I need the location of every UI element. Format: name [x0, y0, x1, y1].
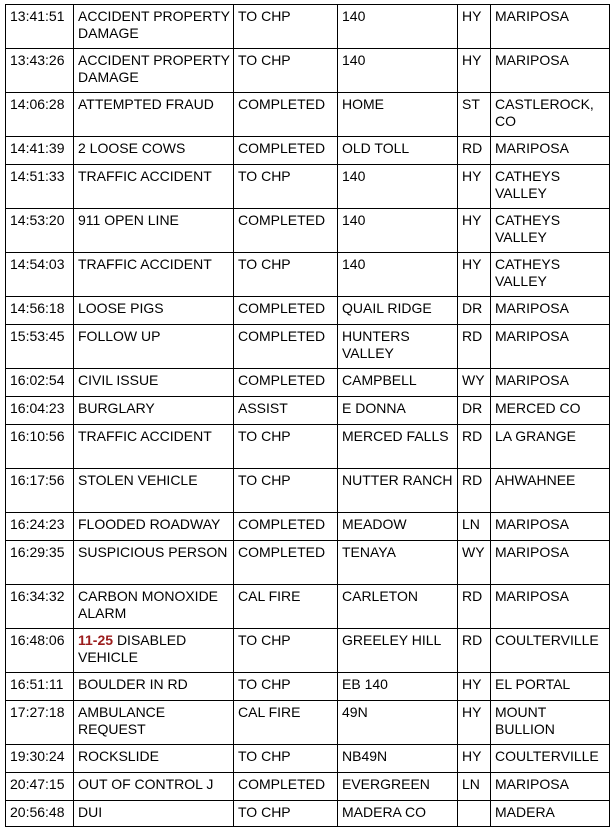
city-cell: COULTERVILLE — [491, 745, 610, 773]
street-cell: NB49N — [338, 745, 458, 773]
city-cell: MARIPOSA — [491, 297, 610, 325]
street-cell: GREELEY HILL — [338, 629, 458, 673]
call-type-text: BOULDER IN RD — [78, 676, 188, 692]
call-type-cell — [74, 425, 234, 469]
disposition-cell: TO CHP — [234, 801, 338, 827]
call-type-text: TRAFFIC ACCIDENT — [78, 428, 212, 444]
table-row — [6, 629, 610, 673]
disposition-cell: TO CHP — [234, 5, 338, 49]
street-suffix-cell: DR — [458, 297, 491, 325]
street-suffix-cell — [458, 801, 491, 827]
table-row — [6, 165, 610, 209]
table-row — [6, 93, 610, 137]
call-time-cell: 16:04:23 — [6, 397, 74, 425]
call-time-cell: 20:56:48 — [6, 801, 74, 827]
table-row — [6, 369, 610, 397]
city-cell: COULTERVILLE — [491, 629, 610, 673]
call-time-cell: 14:54:03 — [6, 253, 74, 297]
call-time-cell: 16:10:56 — [6, 425, 74, 469]
call-time-cell: 14:56:18 — [6, 297, 74, 325]
table-row — [6, 49, 610, 93]
city-cell: CATHEYS VALLEY — [491, 209, 610, 253]
street-cell: HOME — [338, 93, 458, 137]
call-time-cell: 16:29:35 — [6, 541, 74, 585]
city-cell: MARIPOSA — [491, 773, 610, 801]
street-cell: E DONNA — [338, 397, 458, 425]
disposition-cell: TO CHP — [234, 49, 338, 93]
call-time-cell: 16:02:54 — [6, 369, 74, 397]
city-cell: MADERA — [491, 801, 610, 827]
call-type-cell — [74, 629, 234, 673]
table-row — [6, 541, 610, 585]
table-row — [6, 253, 610, 297]
street-suffix-cell: HY — [458, 165, 491, 209]
street-cell: TENAYA — [338, 541, 458, 585]
street-suffix-cell: RD — [458, 325, 491, 369]
call-type-cell — [74, 297, 234, 325]
street-cell: MERCED FALLS — [338, 425, 458, 469]
call-type-cell — [74, 93, 234, 137]
disposition-cell: COMPLETED — [234, 209, 338, 253]
city-cell: MARIPOSA — [491, 49, 610, 93]
call-time-cell: 16:17:56 — [6, 469, 74, 513]
call-type-text: 2 LOOSE COWS — [78, 140, 186, 156]
city-cell: MARIPOSA — [491, 369, 610, 397]
call-type-cell — [74, 541, 234, 585]
call-time-cell: 13:41:51 — [6, 5, 74, 49]
disposition-cell: TO CHP — [234, 253, 338, 297]
city-cell: MARIPOSA — [491, 513, 610, 541]
street-suffix-cell: RD — [458, 425, 491, 469]
call-type-cell — [74, 49, 234, 93]
call-type-text: CARBON MONOXIDE ALARM — [78, 588, 219, 621]
table-row — [6, 469, 610, 513]
disposition-cell: COMPLETED — [234, 93, 338, 137]
table-row — [6, 773, 610, 801]
street-cell: HUNTERS VALLEY — [338, 325, 458, 369]
call-type-text: SUSPICIOUS PERSON — [78, 544, 228, 560]
call-type-text: DISABLED VEHICLE — [78, 632, 187, 665]
street-suffix-cell: HY — [458, 673, 491, 701]
city-cell: CATHEYS VALLEY — [491, 253, 610, 297]
table-row — [6, 425, 610, 469]
city-cell: MARIPOSA — [491, 325, 610, 369]
call-type-text: ATTEMPTED FRAUD — [78, 96, 214, 112]
call-type-text: 911 OPEN LINE — [78, 212, 179, 228]
call-type-text: ACCIDENT PROPERTY DAMAGE — [78, 52, 230, 85]
city-cell: MARIPOSA — [491, 541, 610, 585]
disposition-cell: TO CHP — [234, 469, 338, 513]
call-type-text: ACCIDENT PROPERTY DAMAGE — [78, 8, 230, 41]
disposition-cell: COMPLETED — [234, 513, 338, 541]
street-cell: 140 — [338, 209, 458, 253]
city-cell: CASTLEROCK, CO — [491, 93, 610, 137]
call-type-cell — [74, 5, 234, 49]
call-type-cell — [74, 397, 234, 425]
street-suffix-cell: HY — [458, 745, 491, 773]
street-suffix-cell: LN — [458, 773, 491, 801]
table-row — [6, 397, 610, 425]
street-suffix-cell: HY — [458, 5, 491, 49]
table-row — [6, 745, 610, 773]
call-type-cell — [74, 469, 234, 513]
call-type-cell — [74, 253, 234, 297]
call-time-cell: 13:43:26 — [6, 49, 74, 93]
call-type-text: FLOODED ROADWAY — [78, 516, 221, 532]
call-time-cell: 16:48:06 — [6, 629, 74, 673]
call-type-cell — [74, 585, 234, 629]
street-suffix-cell: HY — [458, 701, 491, 745]
call-type-text: TRAFFIC ACCIDENT — [78, 256, 212, 272]
street-suffix-cell: HY — [458, 253, 491, 297]
call-type-cell — [74, 513, 234, 541]
street-cell: NUTTER RANCH — [338, 469, 458, 513]
street-suffix-cell: RD — [458, 469, 491, 513]
city-cell: CATHEYS VALLEY — [491, 165, 610, 209]
call-time-cell: 17:27:18 — [6, 701, 74, 745]
disposition-cell: TO CHP — [234, 629, 338, 673]
call-time-cell: 16:51:11 — [6, 673, 74, 701]
call-type-cell — [74, 745, 234, 773]
street-suffix-cell: LN — [458, 513, 491, 541]
call-type-text: TRAFFIC ACCIDENT — [78, 168, 212, 184]
call-time-cell: 16:24:23 — [6, 513, 74, 541]
call-time-cell: 19:30:24 — [6, 745, 74, 773]
call-type-cell — [74, 325, 234, 369]
call-type-cell — [74, 165, 234, 209]
street-suffix-cell: DR — [458, 397, 491, 425]
table-row — [6, 701, 610, 745]
street-cell: 140 — [338, 49, 458, 93]
street-cell: CAMPBELL — [338, 369, 458, 397]
disposition-cell: CAL FIRE — [234, 701, 338, 745]
call-type-text: AMBULANCE REQUEST — [78, 704, 166, 737]
street-cell: 49N — [338, 701, 458, 745]
disposition-cell: TO CHP — [234, 673, 338, 701]
call-type-text: DUI — [78, 804, 103, 820]
call-log-table — [5, 4, 610, 827]
street-suffix-cell: RD — [458, 137, 491, 165]
street-cell: EVERGREEN — [338, 773, 458, 801]
city-cell: MARIPOSA — [491, 137, 610, 165]
street-cell: QUAIL RIDGE — [338, 297, 458, 325]
disposition-cell: COMPLETED — [234, 773, 338, 801]
table-row — [6, 297, 610, 325]
disposition-cell: COMPLETED — [234, 325, 338, 369]
street-suffix-cell: ST — [458, 93, 491, 137]
city-cell: EL PORTAL — [491, 673, 610, 701]
disposition-cell: COMPLETED — [234, 297, 338, 325]
city-cell: AHWAHNEE — [491, 469, 610, 513]
street-cell: EB 140 — [338, 673, 458, 701]
street-suffix-cell: RD — [458, 585, 491, 629]
street-cell: 140 — [338, 165, 458, 209]
table-row — [6, 585, 610, 629]
call-type-cell — [74, 137, 234, 165]
city-cell: MERCED CO — [491, 397, 610, 425]
disposition-cell: COMPLETED — [234, 137, 338, 165]
street-suffix-cell: HY — [458, 49, 491, 93]
city-cell: MOUNT BULLION — [491, 701, 610, 745]
call-log-body — [6, 5, 610, 827]
disposition-cell: CAL FIRE — [234, 585, 338, 629]
call-time-cell: 16:34:32 — [6, 585, 74, 629]
disposition-cell: COMPLETED — [234, 369, 338, 397]
disposition-cell: TO CHP — [234, 165, 338, 209]
city-cell: MARIPOSA — [491, 5, 610, 49]
disposition-cell: TO CHP — [234, 425, 338, 469]
street-suffix-cell: WY — [458, 369, 491, 397]
call-type-text: ROCKSLIDE — [78, 748, 159, 764]
call-type-cell — [74, 701, 234, 745]
call-time-cell: 14:41:39 — [6, 137, 74, 165]
call-type-cell — [74, 369, 234, 397]
street-suffix-cell: RD — [458, 629, 491, 673]
call-time-cell: 14:53:20 — [6, 209, 74, 253]
disposition-cell: ASSIST — [234, 397, 338, 425]
call-type-cell — [74, 801, 234, 827]
street-cell: OLD TOLL — [338, 137, 458, 165]
call-type-text: CIVIL ISSUE — [78, 372, 159, 388]
call-type-text: FOLLOW UP — [78, 328, 161, 344]
table-row — [6, 209, 610, 253]
call-time-cell: 14:51:33 — [6, 165, 74, 209]
city-cell: LA GRANGE — [491, 425, 610, 469]
call-time-cell: 15:53:45 — [6, 325, 74, 369]
table-row — [6, 5, 610, 49]
call-code: 11-25 — [78, 632, 114, 648]
street-suffix-cell: HY — [458, 209, 491, 253]
call-type-text: STOLEN VEHICLE — [78, 472, 198, 488]
call-time-cell: 14:06:28 — [6, 93, 74, 137]
street-cell: 140 — [338, 253, 458, 297]
street-cell: 140 — [338, 5, 458, 49]
disposition-cell: COMPLETED — [234, 541, 338, 585]
call-type-cell — [74, 209, 234, 253]
table-row — [6, 137, 610, 165]
call-type-cell — [74, 773, 234, 801]
call-type-text: LOOSE PIGS — [78, 300, 164, 316]
street-cell: CARLETON — [338, 585, 458, 629]
street-cell: MEADOW — [338, 513, 458, 541]
street-suffix-cell: WY — [458, 541, 491, 585]
call-type-text: BURGLARY — [78, 400, 155, 416]
disposition-cell: TO CHP — [234, 745, 338, 773]
call-time-cell: 20:47:15 — [6, 773, 74, 801]
call-type-cell — [74, 673, 234, 701]
table-row — [6, 325, 610, 369]
table-row — [6, 513, 610, 541]
table-row — [6, 801, 610, 827]
call-type-text: OUT OF CONTROL J — [78, 776, 214, 792]
table-row — [6, 673, 610, 701]
city-cell: MARIPOSA — [491, 585, 610, 629]
street-cell: MADERA CO — [338, 801, 458, 827]
